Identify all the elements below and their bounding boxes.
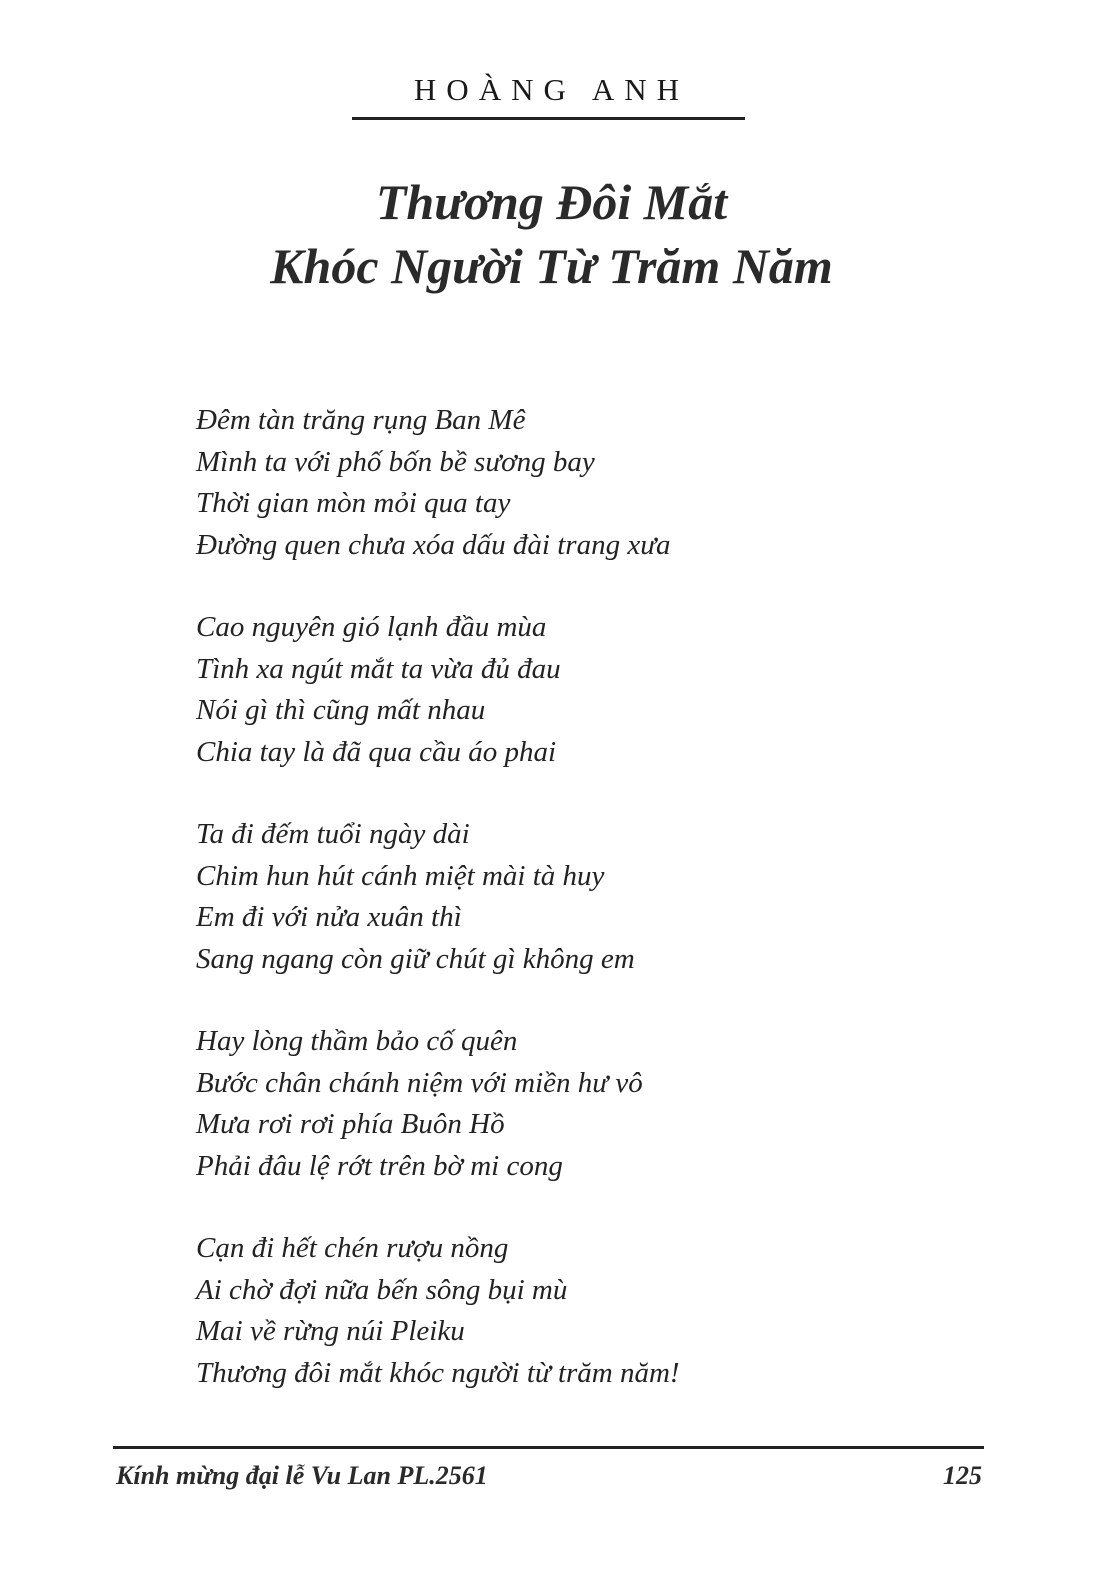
poem-line: Em đi với nửa xuân thì: [196, 901, 462, 933]
poem-line: Ai chờ đợi nữa bến sông bụi mù: [196, 1273, 568, 1306]
poem-line: Mình ta với phố bốn bề sương bay: [196, 445, 595, 478]
poem-line: Ta đi đếm tuổi ngày dài: [196, 818, 470, 850]
poem-title: [0, 170, 1103, 298]
stanza-5: [196, 1228, 956, 1394]
poem-line: Nói gì thì cũng mất nhau: [196, 694, 486, 726]
publication-title: Kính mừng đại lễ Vu Lan PL.2561: [116, 1461, 488, 1490]
footer-rule: [113, 1446, 984, 1449]
stanza-3: [196, 814, 956, 980]
poem-line: Thương đôi mắt khóc người từ trăm năm!: [196, 1356, 680, 1389]
stanza-2: [196, 607, 956, 773]
poem-line: Đêm tàn trăng rụng Ban Mê: [196, 404, 526, 436]
stanza-4: [196, 1021, 956, 1187]
author-name: HOÀNG ANH: [413, 72, 690, 107]
poem-line: Mưa rơi rơi phía Buôn Hồ: [196, 1108, 505, 1140]
poem-line: Cạn đi hết chén rượu nồng: [196, 1232, 509, 1264]
poem-title-line-1: Thương Đôi Mắt: [375, 174, 728, 230]
author-underline: [352, 117, 745, 120]
poem-line: Bước chân chánh niệm với miền hư vô: [196, 1066, 643, 1099]
poem-title-line-2: Khóc Người Từ Trăm Năm: [270, 238, 833, 294]
page-number: 125: [943, 1461, 982, 1490]
page-footer: [116, 1456, 982, 1496]
stanza-1: [196, 400, 956, 566]
poem-line: Cao nguyên gió lạnh đầu mùa: [196, 611, 547, 643]
poem-line: Hay lòng thầm bảo cố quên: [196, 1025, 518, 1057]
poem-body: [196, 400, 956, 1435]
poem-line: Tình xa ngút mắt ta vừa đủ đau: [196, 652, 561, 685]
poem-line: Phải đâu lệ rớt trên bờ mi cong: [196, 1149, 563, 1182]
poem-line: Sang ngang còn giữ chút gì không em: [196, 942, 635, 975]
poem-line: Mai về rừng núi Pleiku: [196, 1315, 465, 1347]
poem-line: Thời gian mòn mỏi qua tay: [196, 487, 511, 519]
poem-line: Đường quen chưa xóa dấu đài trang xưa: [196, 528, 671, 561]
poem-line: Chia tay là đã qua cầu áo phai: [196, 735, 557, 768]
poem-line: Chim hun hút cánh miệt mài tà huy: [196, 859, 605, 892]
